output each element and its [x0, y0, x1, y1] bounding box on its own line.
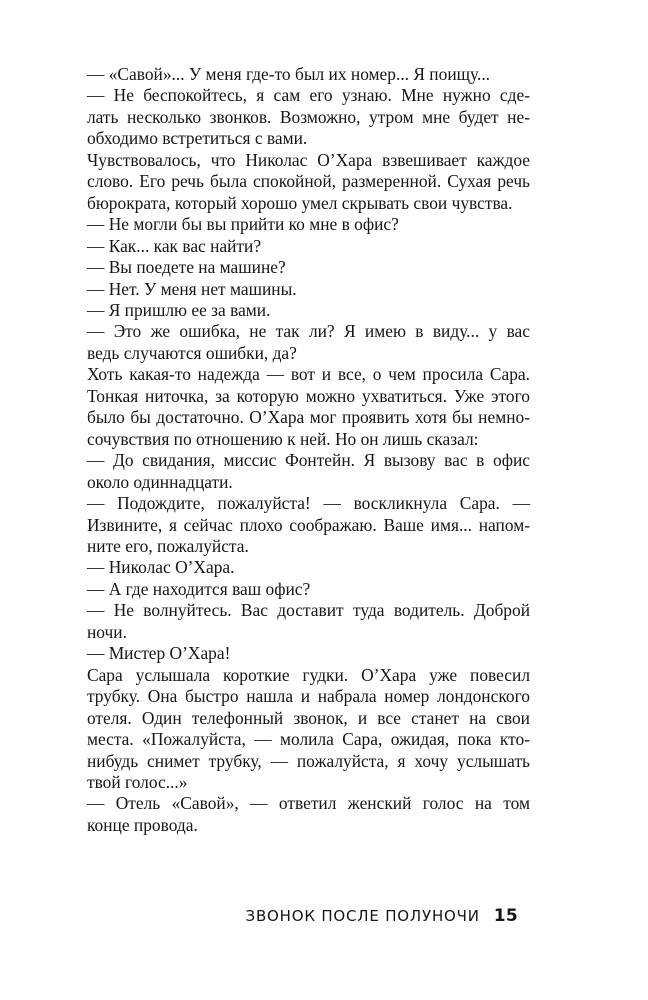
text-line: Извините, я сейчас плохо соображаю. Ваше имя... напом-: [86, 514, 530, 535]
text-line: слово. Его речь была спокойной, размеренной. Сухая речь: [86, 171, 530, 192]
text-line: трубку. Она быстро нашла и набрала номер лондонского: [86, 686, 530, 707]
text-line: ните его, пожалуйста.: [86, 535, 249, 556]
paragraph: [60, 279, 530, 300]
text-line: Хоть какая-то надежда — вот и все, о чем просила Сара.: [86, 364, 530, 385]
text-line: Тонкая ниточка, за которую можно ухватиться. Уже этого: [86, 385, 530, 406]
text-line: ночи.: [86, 621, 127, 642]
text-line: — Как... как вас найти?: [86, 235, 262, 256]
paragraph: [60, 793, 530, 836]
paragraph: [60, 64, 530, 85]
page-body-text: [60, 64, 530, 836]
text-line: около одиннадцати.: [86, 471, 233, 492]
text-line: — «Савой»... У меня где-то был их номер... Я поищу...: [86, 64, 491, 84]
paragraph: [60, 643, 530, 664]
text-line: бюрократа, который хорошо умел скрывать свои чувства.: [86, 192, 513, 213]
text-line: — Это же ошибка, не так ли? Я имею в виду... у вас: [86, 321, 530, 342]
paragraph: [60, 579, 530, 600]
text-line: сочувствия по отношению к ней. Но он лишь сказал:: [86, 428, 479, 449]
text-line: — Мистер О’Хара!: [86, 643, 231, 664]
paragraph: [60, 257, 530, 278]
paragraph: [60, 665, 530, 794]
paragraph: [60, 321, 530, 364]
page-footer: [246, 906, 518, 926]
text-line: — Не волнуйтесь. Вас доставит туда водитель. Доброй: [86, 600, 530, 621]
paragraph: [60, 364, 530, 450]
text-line: — Вы поедете на машине?: [86, 257, 286, 278]
paragraph: [60, 85, 530, 149]
text-line: — Нет. У меня нет машины.: [86, 278, 297, 299]
text-line: — Не беспокойтесь, я сам его узнаю. Мне нужно сде-: [86, 85, 530, 106]
text-line: обходимо встретиться с вами.: [86, 128, 308, 149]
paragraph: [60, 557, 530, 578]
text-line: — Отель «Савой», — ответил женский голос на том: [86, 793, 530, 814]
text-line: Сара услышала короткие гудки. О’Хара уже повесил: [86, 664, 530, 685]
text-line: — Я пришлю ее за вами.: [86, 299, 271, 320]
page-number: 15: [493, 906, 518, 926]
paragraph: [60, 236, 530, 257]
paragraph: [60, 493, 530, 557]
text-line: ведь случаются ошибки, да?: [86, 342, 297, 363]
text-line: твой голос...»: [86, 771, 188, 792]
text-line: — До свидания, миссис Фонтейн. Я вызову вас в офис: [86, 450, 530, 471]
paragraph: [60, 150, 530, 214]
paragraph: [60, 600, 530, 643]
text-line: — А где находится ваш офис?: [86, 578, 311, 599]
text-line: конце провода.: [86, 814, 198, 835]
paragraph: [60, 300, 530, 321]
text-line: лать несколько звонков. Возможно, утром мне будет не-: [86, 106, 530, 127]
text-line: места. «Пожалуйста, — молила Сара, ожидая, пока кто-: [86, 729, 530, 750]
text-line: Чувствовалось, что Николас О’Хара взвешивает каждое: [86, 149, 530, 170]
text-line: отеля. Один телефонный звонок, и все станет на свои: [86, 707, 530, 728]
text-line: — Подождите, пожалуйста! — воскликнула Сара. —: [86, 493, 530, 514]
paragraph: [60, 214, 530, 235]
text-line: было бы достаточно. О’Хара мог проявить хотя бы немно-: [86, 407, 530, 428]
text-line: — Николас О’Хара.: [86, 557, 235, 578]
running-head: ЗВОНОК ПОСЛЕ ПОЛУНОЧИ: [245, 907, 480, 925]
text-line: нибудь снимет трубку, — пожалуйста, я хочу услышать: [86, 750, 530, 771]
text-line: — Не могли бы вы прийти ко мне в офис?: [86, 214, 399, 235]
paragraph: [60, 450, 530, 493]
